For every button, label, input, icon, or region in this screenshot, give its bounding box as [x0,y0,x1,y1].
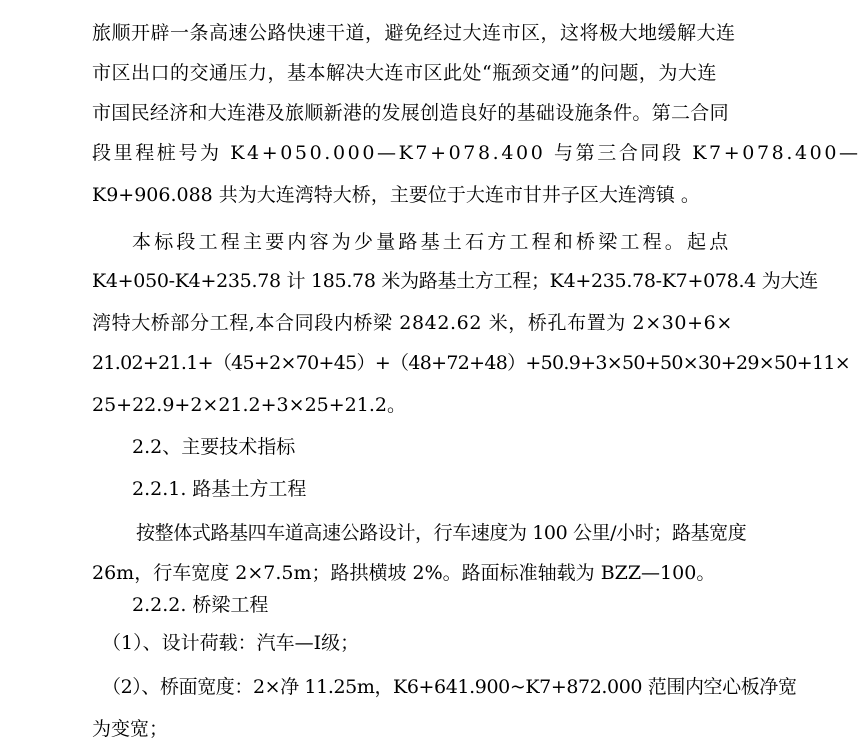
paragraph-line-4: 段里程桩号为 K4+050.000—K7+078.400 与第三合同段 K7+078.400— [92,142,861,164]
paragraph-line-8: 湾特大桥部分工程,本合同段内桥梁 2842.62 米，桥孔布置为 2×30+6× [92,312,733,334]
paragraph-line-14: 26m，行车宽度 2×7.5m；路拱横坡 2%。路面标准轴载为 BZZ—100。 [92,562,716,584]
list-item-2: （2）、桥面宽度：2×净 11.25m，K6+641.900~K7+872.000 范围内空心板净宽 [102,676,797,698]
paragraph-line-1: 旅顺开辟一条高速公路快速干道，避免经过大连市区，这将极大地缓解大连 [92,22,736,44]
paragraph-line-7: K4+050-K4+235.78 计 185.78 米为路基土方工程；K4+235.78-K7+078.4 为大连 [92,270,818,292]
paragraph-line-2: 市区出口的交通压力，基本解决大连市区此处“瓶颈交通”的问题，为大连 [92,62,717,84]
paragraph-line-10: 25+22.9+2×21.2+3×25+21.2。 [92,394,406,416]
paragraph-line-5: K9+906.088 共为大连湾特大桥，主要位于大连市甘井子区大连湾镇 。 [92,184,700,206]
paragraph-line-3: 市国民经济和大连港及旅顺新港的发展创造良好的基础设施条件。第二合同 [92,102,729,124]
section-heading-2-2: 2.2、主要技术指标 [132,436,296,458]
list-item-1: （1）、设计荷载：汽车—Ⅰ级； [102,632,360,654]
paragraph-line-18: 为变宽； [92,718,169,740]
paragraph-line-6: 本标段工程主要内容为少量路基土石方工程和桥梁工程。起点 [132,231,732,253]
section-heading-2-2-2: 2.2.2. 桥梁工程 [132,594,269,616]
section-heading-2-2-1: 2.2.1. 路基土方工程 [132,478,307,500]
paragraph-line-9: 21.02+21.1+（45+2×70+45）+（48+72+48）+50.9+3×50+50×30+29×50+11× [92,352,850,374]
paragraph-line-13: 按整体式路基四车道高速公路设计，行车速度为 100 公里/小时；路基宽度 [136,522,747,544]
